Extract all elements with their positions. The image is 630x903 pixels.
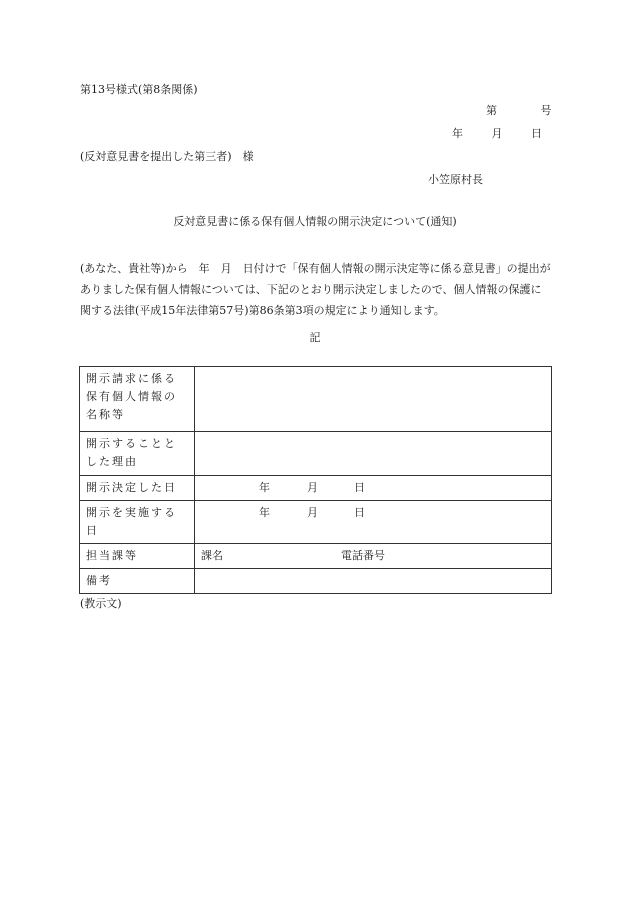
form-number: 第13号様式(第8条関係) [80,83,198,96]
doc-no-go: 号 [540,104,552,117]
document-title: 反対意見書に係る保有個人情報の開示決定について(通知) [173,215,457,228]
table-row [80,569,552,594]
decision-year: 年 [259,481,270,494]
instruction-note: (教示文) [80,597,122,610]
row-value-implement-date [195,501,552,544]
row-label-reason: 開示することとした理由 [80,432,195,476]
info-table [79,366,552,594]
table-row [80,476,552,501]
document-date [452,127,542,141]
table-row [80,367,552,432]
sender: 小笠原村長 [428,173,483,186]
row-value-remarks [195,569,552,594]
decision-month: 月 [307,481,318,494]
date-year: 年 [452,127,463,140]
table-row [80,544,552,569]
implement-month: 月 [307,506,318,519]
doc-no-dai: 第 [486,104,497,117]
recipient: (反対意見書を提出した第三者) 様 [80,150,254,163]
implement-year: 年 [259,506,270,519]
row-label-remarks: 備考 [80,569,195,594]
ki-label: 記 [309,331,321,344]
table-row [80,501,552,544]
row-value-department [195,544,552,569]
document-number [486,104,552,118]
row-value-reason [195,432,552,476]
date-month: 月 [491,127,503,140]
phone-label: 電話番号 [341,549,385,562]
row-label-decision-date: 開示決定した日 [80,476,195,501]
row-label-name: 開示請求に係る保有個人情報の名称等 [80,367,195,432]
row-value-name [195,367,552,432]
section-name-label: 課名 [201,549,223,562]
body-text: (あなた、貴社等)から 年 月 日付けで「保有個人情報の開示決定等に係る意見書」の提出がありました保有個人情報については、下記のとおり開示決定しましたので、個人情報の保護に関する法律(平成15年法律第57号)第86条第3項の規定により通知します。 [80,262,551,317]
row-value-decision-date [195,476,552,501]
implement-day: 日 [354,506,365,519]
table-row [80,432,552,476]
date-day: 日 [531,127,542,140]
decision-day: 日 [354,481,365,494]
row-label-implement-date: 開示を実施する日 [80,501,195,544]
row-label-department: 担当課等 [80,544,195,569]
